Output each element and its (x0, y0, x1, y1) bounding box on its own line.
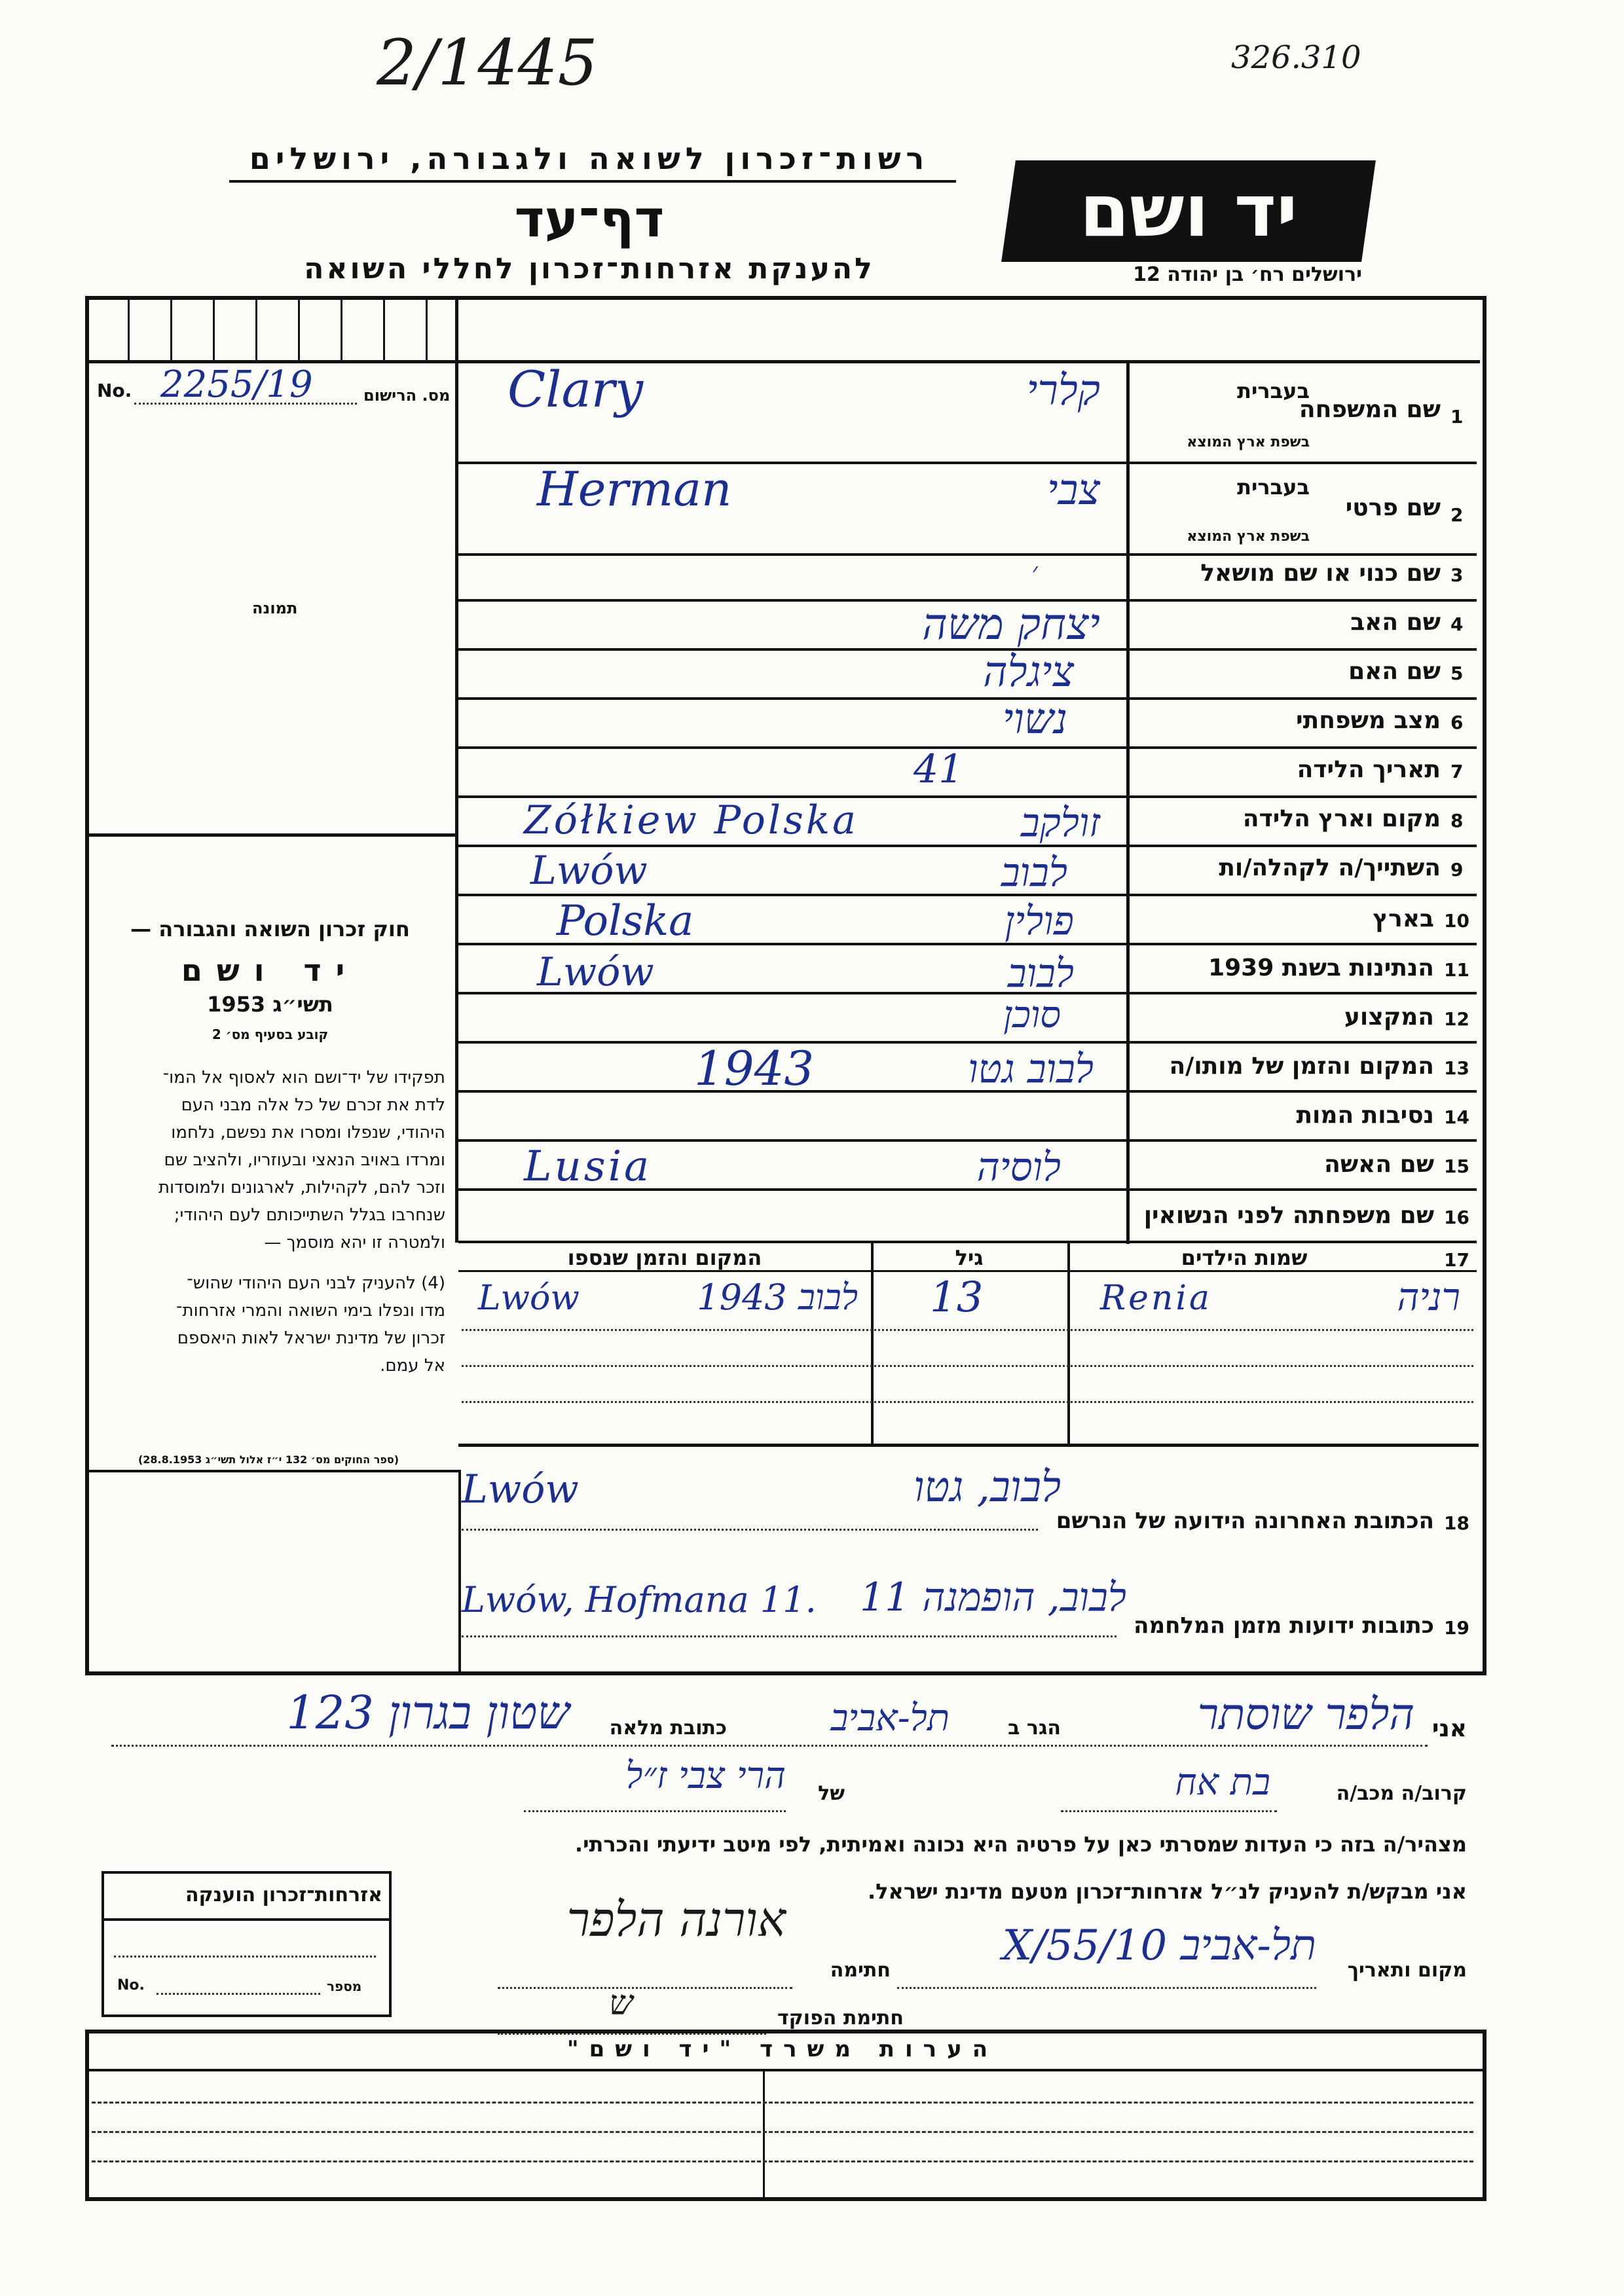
law-text (92, 1064, 445, 1379)
field-17-number: 17 (1444, 1249, 1469, 1271)
field-4-value: יצחק משה (922, 599, 1100, 649)
page-title: דף־עד (514, 190, 665, 249)
field-1-number: 1 (1450, 406, 1464, 428)
child-place-latin: Lwów (478, 1279, 580, 1318)
field-13-number: 13 (1444, 1057, 1469, 1079)
field-4-label: שם האב (1350, 609, 1441, 636)
field-9-latin-value: Lwów (530, 848, 648, 894)
children-col-place: המקום והזמן שנספו (567, 1245, 762, 1270)
law-footnote: (ספר החוקים מס׳ 132 י״ז אלול תשי״ג 28.8.1953) (138, 1453, 399, 1466)
field-4-number: 4 (1450, 613, 1464, 635)
field-1-label: שם המשפחה (1299, 396, 1441, 423)
field-13-label: המקום והזמן של מותו/ה (1169, 1053, 1434, 1080)
field-6-label: מצב משפחתי (1296, 707, 1441, 734)
field-19-number: 19 (1444, 1617, 1469, 1639)
child-name: רניה (1397, 1275, 1460, 1319)
children-col-names: שמות הילדים (1181, 1245, 1308, 1270)
field-7-number: 7 (1450, 761, 1464, 782)
office-notes-title: הערות משרד "יד ושם" (566, 2036, 999, 2062)
field-12-label: המקצוע (1344, 1004, 1434, 1030)
field-8-latin-value: Zółkiew Polska (524, 797, 858, 843)
field-9-label: השתייך/ה לקהלה/ות (1219, 854, 1441, 881)
reg-no-label: No. (97, 380, 132, 401)
law-line: שנחרבו בגלל השתייכותם לעם היהודי; (174, 1205, 445, 1225)
field-15-latin-value: Lusia (524, 1142, 652, 1191)
of-label: של (818, 1782, 845, 1805)
field-2-value: צבי (1046, 466, 1100, 515)
field-19-value: לבוב, הופמנה 11 (859, 1575, 1126, 1620)
field-13-latin-value: 1943 (694, 1041, 815, 1096)
resident-label: הגר ב (1008, 1717, 1061, 1740)
child-name-latin: Renia (1100, 1279, 1213, 1318)
authority-name: רשות־זכרון לשואה ולגבורה, ירושלים (249, 141, 930, 176)
page-subtitle: להענקת אזרחות־זכרון לחללי השואה (304, 252, 875, 285)
field-3-label: שם כנוי או שם מושאל (1200, 560, 1441, 587)
field-2-label: שם פרטי (1345, 494, 1441, 521)
field-15-number: 15 (1444, 1156, 1469, 1177)
field-5-number: 5 (1450, 663, 1464, 684)
of-value: הרי צבי ז״ל (625, 1755, 786, 1797)
field-19-label: כתובות ידועות מזמן המלחמה (1134, 1613, 1434, 1639)
memorial-box-number-label: מספר (327, 1978, 362, 1994)
law-line: לדת את זכרם של כל אלה מבני העם (181, 1095, 445, 1115)
field-5-value: ציגלה (983, 648, 1074, 697)
field-9-number: 9 (1450, 859, 1464, 881)
declaration-request: אני מבקש/ת להעניק לנ״ל אזרחות־זכרון מטעם מדינת ישראל. (868, 1879, 1467, 1904)
declarant-signature: אורנה הלפר (566, 1892, 786, 1947)
photo-label: תמונה (252, 599, 298, 617)
field-1-latin-value: Clary (507, 360, 644, 418)
law-line: תפקידו של יד־ושם הוא לאסוף אל המו־ (162, 1068, 445, 1087)
field-1-hebrew-label: בעברית (1237, 378, 1310, 403)
law-year: תשי״ג 1953 (207, 992, 333, 1017)
address-label: כתובת מלאה (609, 1717, 727, 1740)
field-6-value: נשוי (1002, 695, 1067, 744)
field-11-value: לבוב (1007, 951, 1074, 996)
field-1-value: קלרי (1026, 367, 1100, 415)
field-12-value: סוכן (1003, 994, 1061, 1036)
reg-number: 2255/19 (160, 363, 313, 406)
memorial-citizenship-box (101, 1871, 392, 2017)
place-date-value: תל-אביב 10/X/55 (1002, 1922, 1316, 1970)
declaration-i-label: אני (1431, 1715, 1467, 1742)
field-8-value: זולקב (1020, 800, 1100, 846)
yad-vashem-logo (1001, 160, 1376, 262)
children-col-age: גיל (955, 1245, 984, 1270)
field-8-label: מקום וארץ הלידה (1242, 805, 1441, 832)
field-16-number: 16 (1444, 1207, 1469, 1228)
law-line: (4) להעניק לבני העם היהודי שהוש־ (187, 1273, 445, 1293)
field-12-number: 12 (1444, 1008, 1469, 1030)
logo-text: יד ושם (1079, 169, 1298, 253)
field-11-number: 11 (1444, 959, 1469, 981)
field-7-label: תאריך הלידה (1297, 756, 1441, 783)
field-10-latin-value: Polska (557, 897, 694, 945)
field-18-number: 18 (1444, 1512, 1469, 1534)
signature-label: חתימה (830, 1959, 891, 1982)
field-16-label: שם משפחתה לפני הנשואין (1143, 1202, 1434, 1229)
officer-initials: ש (609, 1984, 633, 2023)
field-11-latin-value: Lwów (537, 949, 654, 995)
law-title: חוק זכרון השואה והגבורה — (130, 917, 410, 941)
memorial-box-title: אזרחות־זכרון הוענקה (185, 1884, 382, 1906)
field-9-value: לבוב (1001, 850, 1067, 896)
field-2-latin-value: Herman (537, 462, 732, 517)
field-18-label: הכתובת האחרונה הידועה של הנרשם (1056, 1508, 1434, 1534)
declarant-city: תל-אביב (830, 1697, 950, 1740)
field-15-value: לוסיה (976, 1144, 1061, 1190)
field-19-latin-value: Lwów, Hofmana 11. (462, 1579, 817, 1620)
sheet-number: 326.310 (1231, 39, 1361, 76)
child-place: לבוב 1943 (697, 1277, 858, 1318)
law-line: אל עמם. (380, 1356, 445, 1376)
field-8-number: 8 (1450, 810, 1464, 831)
place-date-label: מקום ותאריך (1347, 1959, 1467, 1982)
memorial-box-no-label: No. (117, 1977, 145, 1994)
field-10-label: בארץ (1373, 905, 1434, 932)
law-line: ומרדו באויב הנאצי ובעוזריו, ולהציב שם (164, 1150, 445, 1170)
field-18-latin-value: Lwów (462, 1467, 579, 1512)
field-10-value: פולין (1005, 898, 1074, 944)
field-18-value: לבוב, גטו (913, 1463, 1061, 1512)
declarant-address: שטון בגרון 123 (286, 1686, 570, 1740)
officer-signature-label: חתימת הפוקד (777, 2007, 904, 2030)
field-1-foreign-label: בשפת ארץ המוצא (1187, 434, 1310, 450)
field-11-label: הנתינות בשנת 1939 (1208, 955, 1434, 981)
law-line: וזכר להם, לקהילות, לארגונים ולמוסדות (158, 1178, 445, 1197)
logo-address: ירושלים רח׳ בן יהודה 12 (1133, 263, 1362, 286)
field-3-value: ׳ (1031, 557, 1038, 587)
law-line: זכרון של מדינת ישראל לאות היאספם (177, 1328, 445, 1348)
declarant-name: הלפר שוסתר (1197, 1689, 1414, 1740)
field-15-label: שם האשה (1324, 1151, 1434, 1178)
law-line: מדו ונפלו בימי השואה והמרי אזרחות־ (176, 1301, 445, 1321)
law-name: יד ושם (181, 953, 360, 988)
field-6-number: 6 (1450, 712, 1464, 733)
field-5-label: שם האם (1348, 658, 1441, 685)
field-14-label: נסיבות המות (1296, 1102, 1434, 1129)
relative-label: קרוב/ה מכב/ה (1336, 1782, 1467, 1805)
field-13-value: לבוב גטו (968, 1046, 1094, 1092)
field-3-number: 3 (1450, 564, 1464, 586)
field-2-number: 2 (1450, 504, 1464, 526)
relation: בת אח (1175, 1761, 1270, 1804)
law-line: ולמטרה זו יהא מוסמך — (264, 1233, 445, 1252)
child-age: 13 (930, 1273, 984, 1322)
reg-label: מס. הרישום (363, 386, 451, 405)
children-row (458, 1273, 1477, 1332)
archive-ref: 2/1445 (377, 26, 598, 100)
declaration-statement: מצהיר/ה בזה כי העדות שמסרתי כאן על פרטיה היא נכונה ואמיתית, לפי מיטב ידיעתי והכרתי. (574, 1832, 1467, 1857)
law-line: היהודי, שנפלו ומסרו את נפשם, נלחמו (171, 1123, 445, 1142)
field-7-value: 41 (913, 746, 964, 792)
field-10-number: 10 (1444, 910, 1469, 932)
field-2-foreign-label: בשפת ארץ המוצא (1187, 528, 1310, 545)
field-14-number: 14 (1444, 1106, 1469, 1128)
field-2-hebrew-label: בעברית (1237, 475, 1310, 500)
law-section: קובע בסעיף מס׳ 2 (212, 1027, 329, 1042)
